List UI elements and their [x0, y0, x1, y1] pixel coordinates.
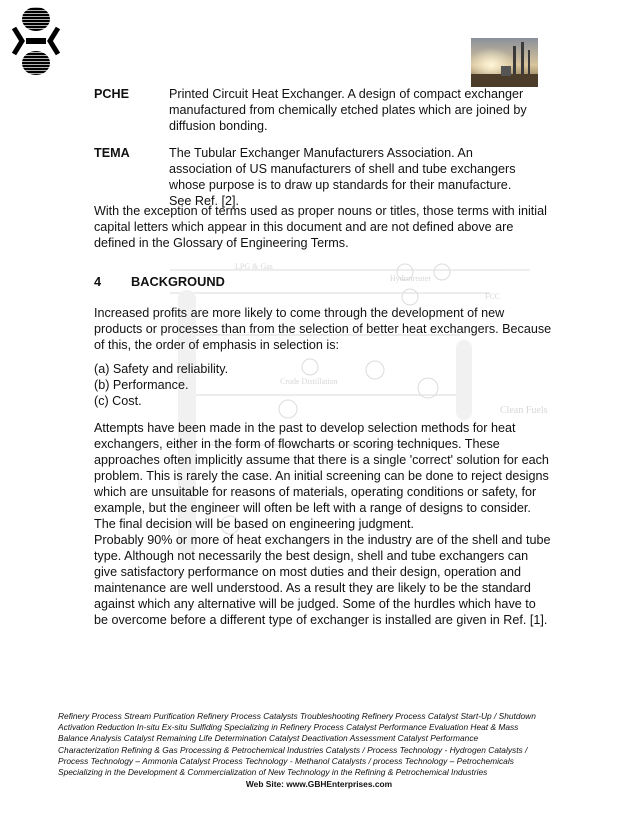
gbh-enterprises-logo-icon [12, 6, 60, 76]
list-item: (c) Cost. [94, 394, 142, 408]
footer-line: Characterization Refining & Gas Processing & Petrochemical Industries Catalysts / Process Technology - Hydrogen Catalysts / [58, 744, 528, 755]
footer-text [58, 711, 548, 778]
watermark-label: Hydrotreater [390, 274, 431, 283]
paragraph-profits: Increased profits are more likely to come through the development of new products or processes than from the selection of better heat exchangers. Because of this, the order of emphasis in selection is: [94, 306, 552, 352]
section-heading [94, 274, 225, 290]
paragraph-attempts: Attempts have been made in the past to develop selection methods for heat exchangers, either in the form of flowcharts or scoring techniques. These approaches often implicitly assume that there is a single 'correct' solution for each problem. This is rarely the case. An initial screening can be done to reject designs which are unsuitable for reasons of materials, operating conditions or safety, for example, but the engineer will often be left with a range of designs to consider. The final decision will be based on engineering judgment. [94, 421, 549, 531]
watermark-label: LPG & Gas [235, 262, 273, 271]
watermark-label: Clean Fuels [500, 405, 548, 416]
watermark-label: Crude Distillation [280, 377, 338, 386]
list-item: (a) Safety and reliability. [94, 362, 229, 376]
website-link[interactable]: Web Site: www.GBHEnterprises.com [245, 779, 393, 789]
footer-line: Process Technology – Ammonia Catalyst Process Technology - Methanol Catalysts / process Technology – Petrochemicals [58, 755, 514, 766]
definition-text: Printed Circuit Heat Exchanger. A design of compact exchanger manufactured from chemically etched plates which are joined by diffusion bonding. [169, 87, 527, 133]
paragraph-terms: With the exception of terms used as proper nouns or titles, those terms with initial capital letters which appear in this document and are not defined above are defined in the Glossary of Engineering Terms. [94, 204, 547, 250]
footer-line: Balance Analysis Catalyst Remaining Life Determination Catalyst Deactivation Assessment Catalyst Performance [58, 733, 479, 744]
watermark-label: FCC [485, 292, 501, 301]
definition-term: TEMA [94, 146, 130, 160]
footer-line: Specializing in the Development & Commercialization of New Technology in the Refining & Petrochemical Industries [58, 767, 488, 778]
definition-text: The Tubular Exchanger Manufacturers Association. An association of US manufacturers of shell and tube exchangers whose purpose is to draw up standards for their manufacture. See Ref. [2]. [169, 146, 516, 208]
list-item: (b) Performance. [94, 378, 189, 392]
footer-line: Activation Reduction In-situ Ex-situ Sulfiding Specializing in Refinery Process Catalyst Performance Evaluation Heat & Mass [58, 722, 519, 733]
definition-term: PCHE [94, 87, 129, 101]
section-title: BACKGROUND [131, 274, 225, 289]
refinery-photo-icon [471, 38, 538, 87]
paragraph-shell-tube: Probably 90% or more of heat exchangers in the industry are of the shell and tube type. Although not necessarily the best design, shell and tube exchangers can give satisfactory performance on most duties and their design, operation and maintenance are well understood. As a result they are likely to be the standard against which any alternative will be judged. Some of the hurdles which have to be overcome before a different type of exchanger is installed are given in Ref. [1]. [94, 533, 551, 627]
footer-line: Refinery Process Stream Purification Refinery Process Catalysts Troubleshooting Refinery Process Catalyst Start-Up / Shutdown [58, 711, 536, 721]
section-number: 4 [94, 274, 102, 289]
